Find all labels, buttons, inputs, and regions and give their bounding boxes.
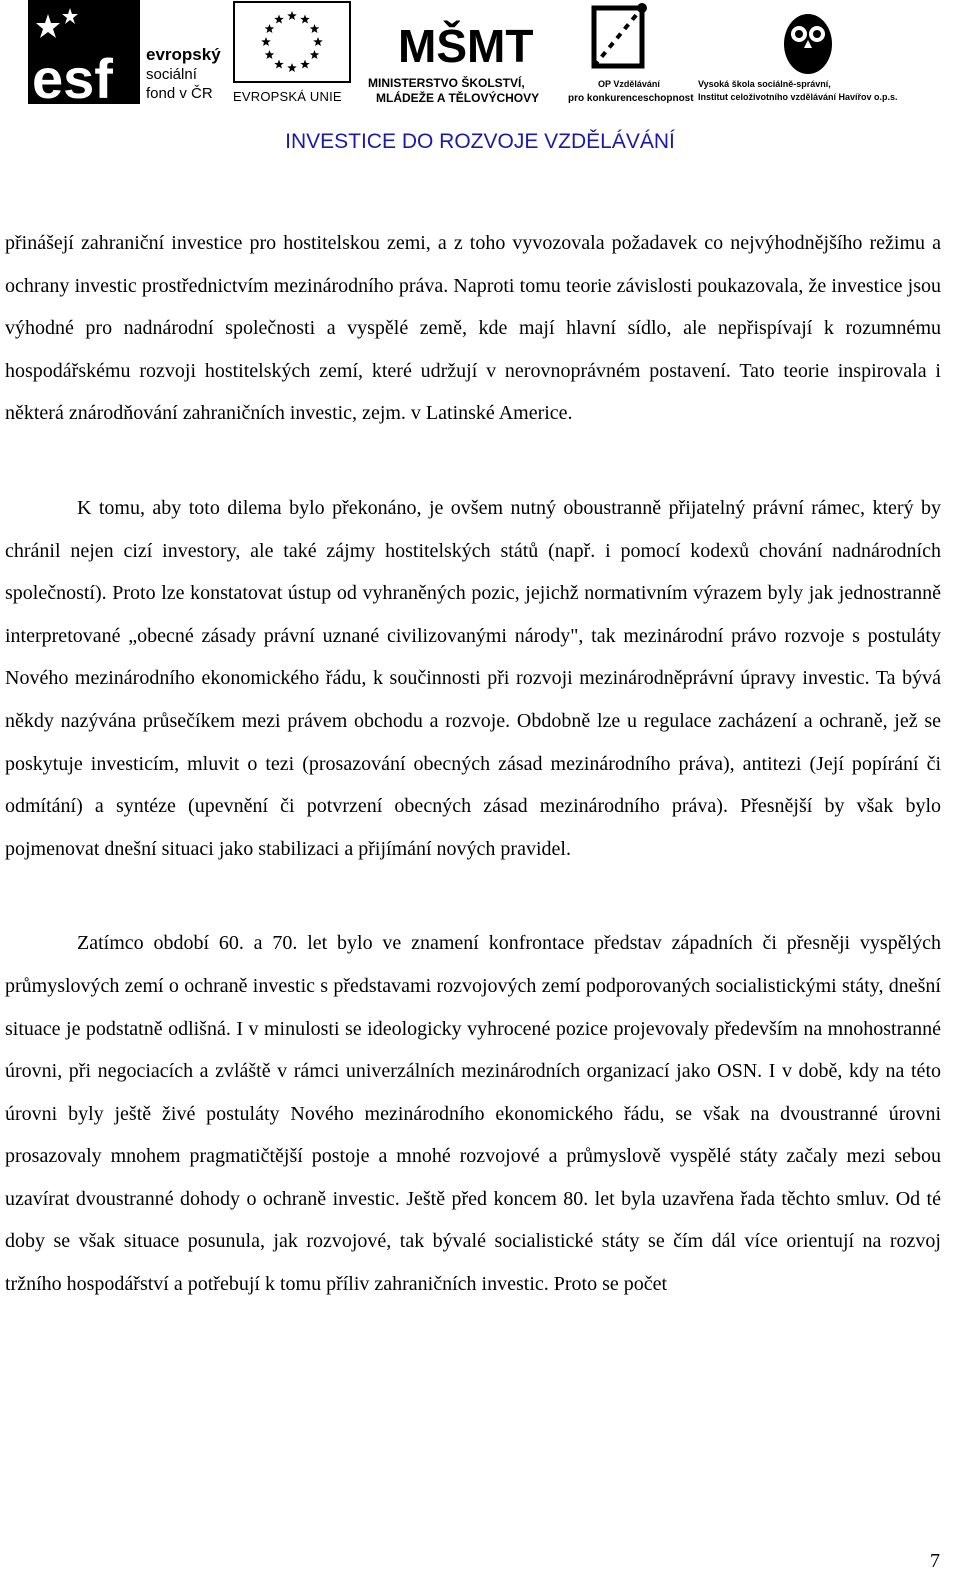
eu-flag-icon xyxy=(233,0,351,86)
paragraph-3: Zatímco období 60. a 70. let bylo ve znamení konfrontace představ západních či přesněji vyspělých průmyslových zemí o ochraně investic s představami rozvojových zemí podporovaných socialistickými státy, dnešní situace je podstatně odlišná. I v minulosti se ideologicky vyhrocené pozice projevovaly především na mnohostranné úrovni, při negociacích a zvláště v rámci univerzálních mezinárodních organizací jako OSN. I v době, kdy na této úrovni byly ještě živé postuláty Nového mezinárodního ekonomického řádu, se však na dvoustranné úrovni prosazovaly mnohem pragmatičtější postoje a mnohé rozvojové a průmyslově vyspělé státy začaly mezi sebou uzavírat dvoustranné dohody o ochraně investic. Ještě před koncem 80. let byla uzavřena řada těchto smluv. Od té doby se však situace posunula, jak rozvojové, tak bývalé socialistické státy se čím dál více orientují na rozvoj tržního hospodářství a potřebují k tomu příliv zahraničních investic. Proto se počet xyxy=(5,932,941,1296)
vsss-line-1: Vysoká škola sociálně-správní, xyxy=(698,79,831,89)
document-body xyxy=(5,222,941,1306)
msmt-line-2: MLÁDEŽE A TĚLOVÝCHOVY xyxy=(376,91,540,105)
eu-label: EVROPSKÁ UNIE xyxy=(233,89,342,104)
esf-line-1: evropský xyxy=(146,45,221,64)
eu-logo xyxy=(233,0,351,108)
msmt-line-1: MINISTERSTVO ŠKOLSTVÍ, xyxy=(368,76,525,90)
owl-icon xyxy=(696,0,932,74)
esf-mark-text: esf xyxy=(32,47,113,110)
paragraph-2: K tomu, aby toto dilema bylo překonáno, je ovšem nutný oboustranně přijatelný právní rámec, který by chránil nejen cizí investory, ale také zájmy hostitelských států (např. i pomocí kodexů chování nadnárodních společností). Proto lze konstatovat ústup od vyhraněných pozic, jejichž normativním výrazem byly jak jednostranně interpretované „obecné zásady právní uznané civilizovanými národy", tak mezinárodní právo rozvoje s postuláty Nového mezinárodního ekonomického řádu, k součinnosti při rozvoji mezinárodněprávní úpravy investic. Ta bývá někdy nazývána průsečíkem mezi právem obchodu a rozvoje. Obdobně lze u regulace zacházení a ochraně, jež se poskytuje investicím, mluvit o tezi (prosazování obecných zásad mezinárodního práva), antitezi (Její popírání či odmítání) a syntéze (upevnění či potvrzení obecných zásad mezinárodního práva). Přesnější by však bylo pojmenovat dnešní situaci jako stabilizaci a přijímání nových pravidel. xyxy=(5,496,941,860)
paragraph-1: přinášejí zahraniční investice pro hostitelskou zemi, a z toho vyvozovala požadavek co nejvýhodnějšího režimu a ochrany investic prostřednictvím mezinárodního práva. Naproti tomu teorie závislosti poukazovala, že investice jsou výhodné pro nadnárodní společnosti a vyspělé země, kde mají hlavní sídlo, ale nepřispívají k rozumnému hospodářskému rozvoji hostitelských zemí, které udržují v nerovnoprávném postavení. Tato teorie inspirovala i některá znárodňování zahraničních investic, zejm. v Latinské Americe. xyxy=(5,232,941,425)
op-line-2: pro konkurenceschopnost xyxy=(568,93,694,104)
msmt-mark-text: MŠMT xyxy=(398,20,534,72)
op-logo xyxy=(568,0,703,108)
vsss-logo xyxy=(696,0,932,108)
esf-line-2: sociální xyxy=(146,66,197,83)
op-line-1: OP Vzdělávání xyxy=(598,79,660,89)
msmt-logo xyxy=(368,0,563,108)
esf-logo xyxy=(28,0,228,108)
msmt-mark-icon xyxy=(368,0,534,74)
esf-mark-icon xyxy=(28,0,144,108)
header-tagline: INVESTICE DO ROZVOJE VZDĚLÁVÁNÍ xyxy=(285,130,675,153)
op-mark-icon xyxy=(568,0,668,74)
page-number: 7 xyxy=(930,1550,940,1572)
esf-line-3: fond v ČR xyxy=(146,85,213,102)
header-logo-strip xyxy=(28,0,932,110)
vsss-line-2: Institut celoživotního vzdělávání Havířov o.p.s. xyxy=(698,92,898,102)
